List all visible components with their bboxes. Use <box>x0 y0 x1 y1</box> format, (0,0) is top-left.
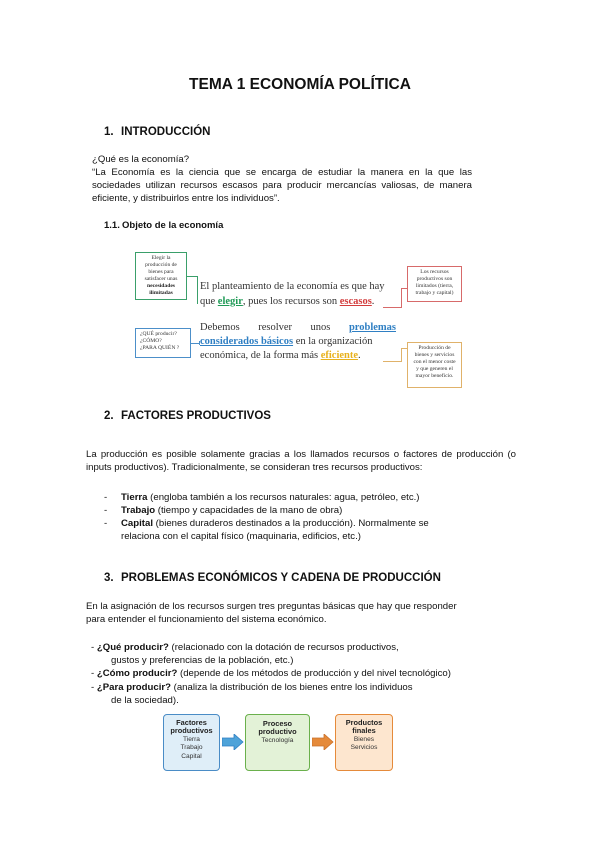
resources-box <box>407 266 462 302</box>
resources-box-line: limitados (tierra, <box>415 283 454 290</box>
efficiency-box-line: mayor beneficio. <box>415 373 454 380</box>
section-3-number: 3. <box>104 572 114 584</box>
needs-connector <box>187 276 197 277</box>
factor-item-trabajo <box>121 504 342 517</box>
section-1-number: 1. <box>104 126 114 138</box>
question-label: ¿Para producir? <box>96 682 171 693</box>
questions-box-line: ¿QUÉ producir? <box>140 331 177 337</box>
factor-label: Trabajo <box>121 505 156 516</box>
problems-intro-1: En la asignación de los recursos surgen tres preguntas básicas que hay que responder <box>86 601 457 612</box>
questions-box <box>135 328 191 358</box>
question-desc: (relacionado con la dotación de recursos productivos, <box>168 642 399 653</box>
flow-box-line: Tecnología <box>261 736 294 744</box>
intro-question: ¿Qué es la economía? <box>92 154 190 165</box>
flow-box-title: Productos finales <box>345 718 383 736</box>
flow-box-products <box>335 714 393 771</box>
economy-definition: “La Economía es la ciencia que se encarga de estudiar la manera en la que las sociedades utilizan recursos escasos para producir mercancías valiosas, de manera <box>92 167 472 192</box>
highlight-elegir: elegir <box>217 296 243 307</box>
factor-dash: - <box>104 492 108 503</box>
efficiency-box-line: bienes y servicios <box>414 352 455 359</box>
factor-dash: - <box>104 505 108 516</box>
scarce-connector <box>383 307 401 308</box>
factor-desc: (tiempo y capacidades de la mano de obra) <box>155 505 343 516</box>
factor-label: Tierra <box>121 492 148 503</box>
problemas-line-3 <box>200 349 396 363</box>
highlight-considerados: considerados básicos <box>200 336 294 347</box>
page-title: TEMA 1 ECONOMÍA POLÍTICA <box>189 76 411 93</box>
problems-intro-2: para entender el funcionamiento del sistema económico. <box>86 614 327 625</box>
flow-box-process <box>245 714 310 771</box>
needs-connector <box>197 276 198 304</box>
question-para-cont: de la sociedad). <box>111 695 179 706</box>
question-dash: - <box>91 642 97 653</box>
flow-arrow-shape <box>222 734 243 750</box>
flow-arrow-2 <box>312 734 334 750</box>
needs-box-line: bienes para <box>148 269 174 276</box>
problemas-text: Debemos resolver unos <box>200 322 331 333</box>
questions-box-line: ¿PARA QUIÉN ? <box>140 345 180 352</box>
flow-box-line: Bienes <box>353 735 375 743</box>
planteamiento-text: . <box>371 296 375 307</box>
planteamiento-line-1: El planteamiento de la economía es que hay <box>200 281 385 292</box>
question-para <box>91 681 413 694</box>
needs-box-line: Elegir la <box>151 255 171 261</box>
question-que-cont: gustos y preferencias de la población, etc.) <box>111 655 294 666</box>
needs-box-line: satisfacer unas <box>144 276 178 283</box>
question-como <box>91 667 451 680</box>
question-que <box>91 641 431 654</box>
section-2-number: 2. <box>104 410 114 422</box>
efficiency-connector <box>401 348 402 362</box>
factors-intro-end: inputs productivos). Tradicionalmente, se consideran tres recursos productivos: <box>86 462 423 473</box>
resources-box-line: Los recursos <box>420 269 449 275</box>
factors-intro: La producción es posible solamente gracias a los llamados recursos o factores de producción (o <box>86 449 516 460</box>
flow-arrow-shape <box>312 734 333 750</box>
resources-box-line: productivos son <box>416 276 453 283</box>
subsection-heading: Objeto de la economía <box>122 220 224 231</box>
questions-box-line: ¿CÓMO? <box>140 338 162 345</box>
question-dash: - <box>91 668 97 679</box>
question-desc: (analiza la distribución de los bienes entre los individuos <box>170 682 413 693</box>
flow-box-line: Servicios <box>350 744 378 752</box>
question-label: ¿Qué producir? <box>96 642 169 653</box>
question-desc: (depende de los métodos de producción y del nivel tecnológico) <box>177 668 451 679</box>
questions-connector <box>191 343 199 344</box>
highlight-eficiente: eficiente <box>320 350 359 361</box>
scarce-connector <box>401 288 402 308</box>
factor-dash: - <box>104 518 108 529</box>
flow-box-title: Proceso productivo <box>258 719 297 737</box>
needs-box-bold: ilimitadas <box>149 290 173 297</box>
flow-box-factors <box>163 714 220 771</box>
economy-definition-end: eficiente, y distribuirlos entre los individuos”. <box>92 193 280 204</box>
factor-item-tierra <box>121 491 419 504</box>
question-label: ¿Cómo producir? <box>96 668 178 679</box>
efficiency-connector <box>383 361 401 362</box>
economy-object-diagram <box>135 250 463 390</box>
section-2-heading: FACTORES PRODUCTIVOS <box>121 410 271 422</box>
resources-box-line: trabajo y capital) <box>415 290 454 297</box>
problemas-text: en la organización <box>295 336 373 347</box>
flow-arrow-1 <box>222 734 244 750</box>
factor-desc: (bienes duraderos destinados a la producción). Normalmente se <box>153 518 429 529</box>
efficiency-box <box>407 342 462 388</box>
flow-box-line: Tierra <box>183 735 200 743</box>
efficiency-box-line: y que generen el <box>416 366 453 373</box>
planteamiento-line-2 <box>200 295 400 309</box>
factor-capital-cont: relaciona con el capital físico (maquinaria, edificios, etc.) <box>121 531 361 542</box>
section-1-heading: INTRODUCCIÓN <box>121 126 211 138</box>
question-dash: - <box>91 682 97 693</box>
problemas-line-2 <box>200 335 396 349</box>
needs-box-line: producción de <box>145 262 177 269</box>
efficiency-box-line: Producción de <box>418 345 451 351</box>
efficiency-box-line: con el menor coste <box>413 359 456 366</box>
problemas-text: . <box>358 350 361 361</box>
flow-box-title: Factores productivos <box>170 718 213 736</box>
needs-box <box>135 252 187 300</box>
needs-box-bold: necesidades <box>147 283 175 290</box>
flow-box-line: Trabajo <box>180 744 203 752</box>
factor-desc: (engloba también a los recursos naturales: agua, petróleo, etc.) <box>147 492 420 503</box>
section-3-heading: PROBLEMAS ECONÓMICOS Y CADENA DE PRODUCCIÓN <box>121 572 441 584</box>
planteamiento-text: que <box>200 296 216 307</box>
subsection-number: 1.1. <box>104 220 120 231</box>
highlight-problemas: problemas <box>348 322 397 333</box>
problemas-text: económica, de la forma más <box>200 350 319 361</box>
problemas-line-1 <box>200 321 396 335</box>
factor-label: Capital <box>121 518 153 529</box>
flow-box-line: Capital <box>181 753 202 760</box>
planteamiento-text: , pues los recursos son <box>242 296 338 307</box>
factor-item-capital <box>121 517 429 530</box>
highlight-escasos: escasos <box>339 296 372 307</box>
